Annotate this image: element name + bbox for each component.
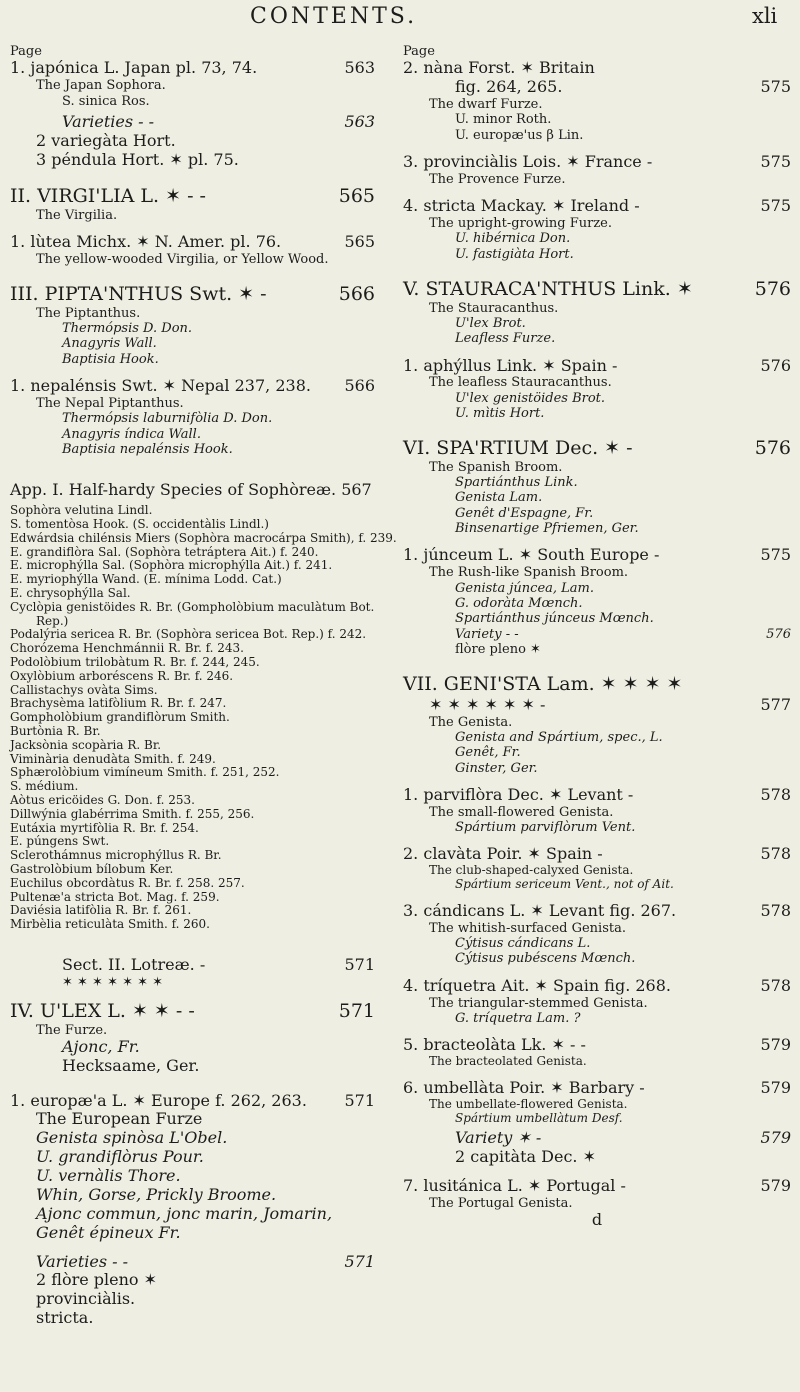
entry-text: Ajonc commun, jonc marin, Jomarin, (36, 1203, 333, 1223)
entry-text: The leafless Stauracanthus. (429, 375, 612, 391)
toc-entry (403, 878, 791, 892)
entry-text: The Stauracanthus. (429, 300, 559, 316)
entry-text: App. I. Half-hardy Species of Sophòreæ. 567 (10, 480, 372, 500)
toc-entry (403, 316, 791, 331)
toc-entry (403, 951, 791, 966)
entry-text: 3. provinciàlis Lois. ✶ France - (403, 152, 653, 172)
toc-entry (10, 1129, 375, 1148)
entry-text: U. europæ'us β Lin. (455, 127, 584, 143)
toc-entry (10, 956, 375, 975)
toc-entry (403, 331, 791, 346)
toc-entry (403, 78, 791, 97)
entry-text: IV. U'LEX L. ✶ ✶ - - (10, 1000, 195, 1023)
toc-entry (10, 808, 375, 822)
entry-text: U. vernàlis Thore. (36, 1166, 181, 1186)
toc-entry (403, 805, 791, 820)
toc-entry (10, 615, 375, 629)
toc-entry (403, 490, 791, 505)
entry-text: The Genista. (429, 714, 513, 730)
toc-entry (403, 1129, 791, 1148)
entry-text: The dwarf Furze. (429, 97, 543, 113)
entry-text: U'lex Brot. (455, 315, 526, 331)
entry-text: The European Furze (36, 1109, 203, 1129)
entry-page: 566 (344, 376, 375, 396)
toc-entry (403, 565, 791, 580)
entry-page: 577 (760, 694, 791, 714)
toc-entry (10, 1057, 375, 1076)
toc-entry (403, 1148, 791, 1167)
entry-page: 571 (344, 1090, 375, 1110)
entry-text: E. grandiflòra Sal. (Sophòra tetráptera Ait.) f. 240. (10, 544, 319, 559)
entry-text: Spártium umbellàtum Desf. (455, 1110, 623, 1125)
entry-page: 579 (760, 1128, 791, 1148)
entry-page: 576 (754, 437, 791, 460)
toc-entry (10, 1205, 375, 1224)
toc-entry (10, 1000, 375, 1022)
entry-text: The Spanish Broom. (429, 459, 563, 475)
toc-entry (403, 864, 791, 878)
entry-text: Dillwýnia glabérrima Smith. f. 255, 256. (10, 806, 255, 821)
entry-text: 2. nàna Forst. ✶ Britain (403, 58, 595, 78)
entry-text: Cyclòpia genistöides R. Br. (Gompholòbium maculàtum Bot. (10, 599, 375, 614)
toc-entry (10, 877, 375, 891)
toc-entry (10, 151, 375, 170)
entry-text: The Rush-like Spanish Broom. (429, 565, 629, 581)
entry-text: Podolòbium trilobàtum R. Br. f. 244, 245. (10, 654, 260, 669)
toc-entry (403, 1011, 791, 1026)
entry-text: Spartiánthus júnceus Mœnch. (455, 611, 654, 627)
entry-text: Variety - - (455, 626, 519, 642)
entry-page: 576 (754, 278, 791, 301)
toc-entry (10, 336, 375, 351)
entry-page: 565 (338, 185, 375, 208)
entry-text: Daviésia latifòlia R. Br. f. 261. (10, 903, 192, 918)
toc-entry (10, 780, 375, 794)
toc-entry (403, 437, 791, 459)
entry-page: 578 (760, 900, 791, 920)
toc-entry (403, 375, 791, 390)
entry-text: ✶ ✶ ✶ ✶ ✶ ✶ - (429, 694, 546, 714)
entry-text: The Provence Furze. (429, 171, 566, 187)
entry-text: The Nepal Piptanthus. (36, 396, 184, 412)
toc-entry (10, 1023, 375, 1038)
entry-page: 571 (344, 1251, 375, 1271)
entry-text: U. minor Roth. (455, 112, 552, 128)
entry-text: Spartiánthus Link. (455, 475, 578, 491)
entry-page: 571 (344, 954, 375, 974)
toc-entry (10, 849, 375, 863)
toc-entry (10, 891, 375, 905)
toc-entry (10, 113, 375, 132)
toc-entry (10, 628, 375, 642)
entry-page: 563 (344, 58, 375, 78)
toc-entry (403, 391, 791, 406)
entry-text: 2 flòre pleno ✶ (36, 1270, 158, 1290)
entry-text: Genêt d'Espagne, Fr. (455, 505, 594, 521)
entry-text: Burtònia R. Br. (10, 723, 101, 738)
entry-page: 579 (760, 1035, 791, 1055)
entry-text: 3 péndula Hort. ✶ pl. 75. (36, 149, 239, 169)
toc-entry (10, 904, 375, 918)
toc-entry (10, 44, 375, 59)
toc-entry (403, 921, 791, 936)
toc-entry (10, 918, 375, 932)
entry-page: 571 (338, 1000, 375, 1023)
entry-text: Rep.) (36, 613, 69, 628)
left-column (10, 44, 397, 1328)
entry-text: Baptisia nepalénsis Hook. (62, 442, 233, 457)
entry-text: The Portugal Genista. (429, 1196, 573, 1212)
entry-text: Sophòra velutina Lindl. (10, 503, 153, 518)
toc-entry (403, 1098, 791, 1112)
entry-text: d (591, 1210, 603, 1230)
entry-text: 1. júnceum L. ✶ South Europe - (403, 545, 660, 565)
toc-entry (10, 252, 375, 267)
entry-text: U. grandiflòrus Pour. (36, 1147, 204, 1167)
toc-entry (10, 656, 375, 670)
entry-text: Viminària denudàta Smith. f. 249. (10, 751, 216, 766)
entry-page: 579 (760, 1077, 791, 1097)
entry-text: The yellow-wooded Virgilia, or Yellow Wood. (36, 252, 329, 268)
toc-entry (10, 739, 375, 753)
toc-entry (10, 670, 375, 684)
entry-text: 4. stricta Mackay. ✶ Ireland - (403, 196, 640, 216)
toc-entry (10, 1148, 375, 1167)
toc-entry (10, 1092, 375, 1111)
entry-text: Anagyris Wall. (62, 336, 157, 352)
entry-text: Mirbèlia reticulàta Smith. f. 260. (10, 917, 210, 932)
toc-entry (403, 521, 791, 536)
entry-text: 3. cándicans L. ✶ Levant fig. 267. (403, 900, 677, 920)
entry-text: Spártium parviflòrum Vent. (455, 820, 636, 836)
entry-text: Varieties - - (62, 111, 155, 131)
entry-text: 1. japónica L. Japan pl. 73, 74. (10, 58, 258, 78)
entry-text: Sclerothámnus microphýllus R. Br. (10, 848, 222, 863)
entry-text: Callistachys ovàta Sims. (10, 682, 158, 697)
entry-text: 5. bracteolàta Lk. ✶ - - (403, 1035, 586, 1055)
toc-entry (403, 506, 791, 521)
entry-text: Spártium sericeum Vent., not of Ait. (455, 877, 674, 892)
toc-entry (403, 172, 791, 187)
toc-entry (10, 975, 375, 990)
entry-text: Cýtisus cándicans L. (455, 936, 591, 952)
entry-text: G. tríquetra Lam. ? (455, 1010, 581, 1026)
entry-text: ✶ ✶ ✶ ✶ ✶ ✶ ✶ (62, 974, 164, 990)
entry-text: VI. SPA'RTIUM Dec. ✶ - (403, 437, 633, 460)
toc-entry (10, 753, 375, 767)
toc-entry (403, 128, 791, 143)
toc-entry (10, 481, 375, 500)
entry-text: flòre pleno ✶ (455, 641, 541, 657)
toc-entry (403, 59, 791, 78)
toc-entry (10, 1271, 375, 1290)
toc-entry (10, 546, 375, 560)
entry-page: 578 (760, 975, 791, 995)
toc-entry (10, 1290, 375, 1309)
toc-entry (403, 247, 791, 262)
entry-text: 2 capitàta Dec. ✶ (455, 1147, 596, 1167)
toc-entry (403, 546, 791, 565)
entry-text: Leafless Furze. (455, 331, 556, 347)
entry-text: stricta. (36, 1308, 94, 1328)
entry-text: Whin, Gorse, Prickly Broome. (36, 1184, 277, 1204)
entry-text: U. fastigiàta Hort. (455, 246, 574, 262)
toc-entry (10, 725, 375, 739)
toc-entry (403, 1196, 791, 1211)
entry-text: Sect. II. Lotreæ. - (62, 954, 206, 974)
toc-entry (403, 820, 791, 835)
entry-text: Ginster, Ger. (455, 760, 538, 776)
entry-text: Jacksònia scopària R. Br. (10, 737, 162, 752)
toc-entry (403, 715, 791, 730)
entry-text: E. chrysophýlla Sal. (10, 585, 131, 600)
entry-page: 566 (338, 283, 375, 306)
toc-entry (10, 1224, 375, 1243)
entry-text: Aòtus ericöides G. Don. f. 253. (10, 792, 195, 807)
entry-text: U'lex genistöides Brot. (455, 390, 606, 406)
entry-text: The Virgilia. (36, 207, 118, 223)
toc-entry (10, 518, 375, 532)
toc-entry (10, 559, 375, 573)
toc-entry (10, 78, 375, 93)
toc-entry (10, 1253, 375, 1272)
entry-page: 575 (760, 77, 791, 97)
entry-text: 7. lusitánica L. ✶ Portugal - (403, 1176, 626, 1196)
page-header (0, 4, 800, 34)
entry-text: S. sinica Ros. (62, 93, 150, 109)
toc-entry (403, 902, 791, 921)
entry-text: 2 variegàta Hort. (36, 130, 176, 150)
toc-entry (10, 1038, 375, 1057)
toc-entry (403, 936, 791, 951)
entry-text: Genêt, Fr. (455, 745, 521, 761)
toc-entry (403, 1112, 791, 1126)
entry-text: Sphærolòbium vimíneum Smith. f. 251, 252. (10, 765, 280, 780)
toc-entry (403, 673, 791, 695)
entry-text: 1. europæ'a L. ✶ Europe f. 262, 263. (10, 1090, 307, 1110)
entry-text: E. púngens Swt. (10, 834, 110, 849)
page-title: CONTENTS. (250, 4, 418, 29)
toc-entry (10, 411, 375, 426)
toc-entry (10, 377, 375, 396)
toc-entry (403, 301, 791, 316)
entry-text: The Furze. (36, 1022, 108, 1038)
entry-text: The Japan Sophora. (36, 78, 166, 94)
entry-text: Brachysèma latifòlium R. Br. f. 247. (10, 696, 227, 711)
entry-page: 576 (766, 626, 791, 642)
entry-page: 565 (344, 232, 375, 252)
entry-text: U. hibérnica Don. (455, 231, 571, 247)
toc-entry (403, 1177, 791, 1196)
toc-entry (10, 321, 375, 336)
entry-text: The umbellate-flowered Genista. (429, 1096, 628, 1111)
toc-entry (10, 442, 375, 457)
toc-entry (403, 231, 791, 246)
entry-text: Varieties - - (36, 1251, 129, 1271)
entry-text: 1. parviflòra Dec. ✶ Levant - (403, 784, 634, 804)
entry-text: Thermópsis laburnifòlia D. Don. (62, 411, 273, 427)
entry-text: 1. lùtea Michx. ✶ N. Amer. pl. 76. (10, 232, 282, 252)
entry-text: U. mìtis Hort. (455, 406, 545, 422)
toc-entry (10, 684, 375, 698)
entry-text: G. odoràta Mœnch. (455, 595, 583, 611)
entry-text: Oxylòbium arboréscens R. Br. f. 246. (10, 668, 234, 683)
toc-entry (403, 97, 791, 112)
entry-text: Gompholòbium grandiflòrum Smith. (10, 710, 230, 725)
toc-entry (403, 475, 791, 490)
toc-entry (10, 863, 375, 877)
entry-text: Genêt épineux Fr. (36, 1222, 181, 1242)
toc-entry (10, 530, 397, 546)
entry-text: Cýtisus pubéscens Mœnch. (455, 951, 636, 967)
entry-text: 2. clavàta Poir. ✶ Spain - (403, 844, 603, 864)
entry-text: Genista júncea, Lam. (455, 580, 594, 596)
toc-entry (403, 406, 791, 421)
toc-entry (10, 697, 375, 711)
entry-text: The bracteolated Genista. (429, 1054, 587, 1069)
toc-entry (10, 601, 375, 615)
toc-entry (403, 357, 791, 376)
entry-text: Thermópsis D. Don. (62, 321, 193, 337)
toc-entry (10, 1186, 375, 1205)
toc-entry (403, 611, 791, 626)
toc-entry (403, 278, 791, 300)
toc-entry (403, 1211, 791, 1230)
entry-text: Genista and Spártium, spec., L. (455, 729, 663, 745)
entry-text: Hecksaame, Ger. (62, 1055, 200, 1075)
entry-page: 579 (760, 1176, 791, 1196)
toc-entry (403, 786, 791, 805)
entry-text: The club-shaped-calyxed Genista. (429, 863, 634, 878)
toc-entry (10, 132, 375, 151)
entry-text: Genista spinòsa L'Obel. (36, 1128, 228, 1148)
entry-text: The triangular-stemmed Genista. (429, 995, 648, 1011)
toc-entry (403, 977, 791, 996)
entry-text: E. microphýlla Sal. (Sophòra microphýlla Ait.) f. 241. (10, 558, 333, 573)
toc-entry (10, 59, 375, 78)
entry-text: The whitish-surfaced Genista. (429, 920, 626, 936)
toc-entry (403, 745, 791, 760)
entry-text: 1. aphýllus Link. ✶ Spain - (403, 355, 618, 375)
toc-entry (10, 283, 375, 305)
entry-text: Binsenartige Pfriemen, Ger. (455, 521, 639, 537)
entry-text: Page (403, 44, 435, 59)
toc-entry (403, 1079, 791, 1098)
toc-entry (10, 794, 375, 808)
entry-text: S. médium. (10, 779, 79, 794)
entry-text: Podalýria sericea R. Br. (Sophòra sericea Bot. Rep.) f. 242. (10, 627, 367, 642)
toc-entry (10, 642, 375, 656)
entry-text: Eutáxia myrtifòlia R. Br. f. 254. (10, 820, 199, 835)
toc-entry (10, 822, 375, 836)
entry-text: The Piptanthus. (36, 305, 141, 321)
toc-entry (403, 696, 791, 715)
toc-entry (10, 185, 375, 207)
entry-page: 578 (760, 844, 791, 864)
toc-entry (403, 216, 791, 231)
entry-text: E. myriophýlla Wand. (E. mínima Lodd. Cat.) (10, 572, 282, 587)
entry-text: fig. 264, 265. (455, 77, 563, 97)
entry-page: 575 (760, 152, 791, 172)
toc-entry (10, 306, 375, 321)
entry-text: Baptisia Hook. (62, 351, 159, 367)
entry-text: 6. umbellàta Poir. ✶ Barbary - (403, 1077, 645, 1097)
toc-entry (403, 153, 791, 172)
entry-text: provinciàlis. (36, 1289, 136, 1309)
toc-entry (10, 835, 375, 849)
entry-text: The upright-growing Furze. (429, 216, 613, 232)
toc-entry (403, 460, 791, 475)
toc-entry (10, 233, 375, 252)
toc-entry (403, 627, 791, 642)
entry-text: The small-flowered Genista. (429, 804, 614, 820)
entry-text: Edwárdsia chilénsis Miers (Sophòra macrocárpa Smith), f. 239. (10, 530, 397, 545)
entry-text: 1. nepalénsis Swt. ✶ Nepal 237, 238. (10, 376, 311, 396)
toc-entry (403, 197, 791, 216)
toc-entry (10, 94, 375, 109)
entry-text: VII. GENI'STA Lam. ✶ ✶ ✶ ✶ (403, 673, 683, 696)
entry-text: Anagyris índica Wall. (62, 426, 201, 442)
toc-entry (403, 845, 791, 864)
toc-entry (10, 766, 375, 780)
toc-entry (10, 711, 375, 725)
toc-entry (10, 427, 375, 442)
toc-entry (403, 44, 791, 59)
toc-entry (10, 208, 375, 223)
right-column (403, 44, 791, 1230)
toc-entry (403, 1036, 791, 1055)
toc-entry (10, 1309, 375, 1328)
entry-text: Variety ✶ - (455, 1128, 542, 1148)
entry-text: II. VIRGI'LIA L. ✶ - - (10, 185, 206, 208)
entry-text: Euchilus obcordàtus R. Br. f. 258. 257. (10, 875, 245, 890)
toc-entry (10, 587, 375, 601)
toc-entry (403, 761, 791, 776)
page-number: xli (752, 4, 778, 28)
entry-page: 575 (760, 196, 791, 216)
entry-page: 578 (760, 784, 791, 804)
toc-entry (10, 504, 375, 518)
toc-entry (403, 112, 791, 127)
toc-entry (10, 352, 375, 367)
toc-entry (10, 1167, 375, 1186)
entry-text: Page (10, 44, 42, 59)
entry-page: 563 (344, 111, 375, 131)
entry-text: III. PIPTA'NTHUS Swt. ✶ - (10, 283, 267, 306)
entry-text: V. STAURACA'NTHUS Link. ✶ (403, 278, 693, 301)
entry-text: Ajonc, Fr. (62, 1036, 140, 1056)
entry-text: S. tomentòsa Hook. (S. occidentàlis Lindl.) (10, 517, 269, 531)
entry-page: 575 (760, 545, 791, 565)
toc-entry (10, 1110, 375, 1129)
toc-entry (10, 573, 375, 587)
entry-text: Gastrolòbium bílobum Ker. (10, 861, 174, 876)
toc-entry (403, 996, 791, 1011)
entry-text: Chorózema Henchmánnii R. Br. f. 243. (10, 641, 244, 656)
entry-text: Pultenæ'a stricta Bot. Mag. f. 259. (10, 889, 220, 904)
toc-entry (403, 596, 791, 611)
entry-page: 576 (760, 355, 791, 375)
entry-text: 4. tríquetra Ait. ✶ Spain fig. 268. (403, 975, 671, 995)
toc-entry (403, 730, 791, 745)
toc-entry (403, 581, 791, 596)
entry-text: Genista Lam. (455, 490, 543, 506)
toc-entry (403, 642, 791, 657)
toc-entry (10, 396, 375, 411)
toc-entry (403, 1055, 791, 1069)
